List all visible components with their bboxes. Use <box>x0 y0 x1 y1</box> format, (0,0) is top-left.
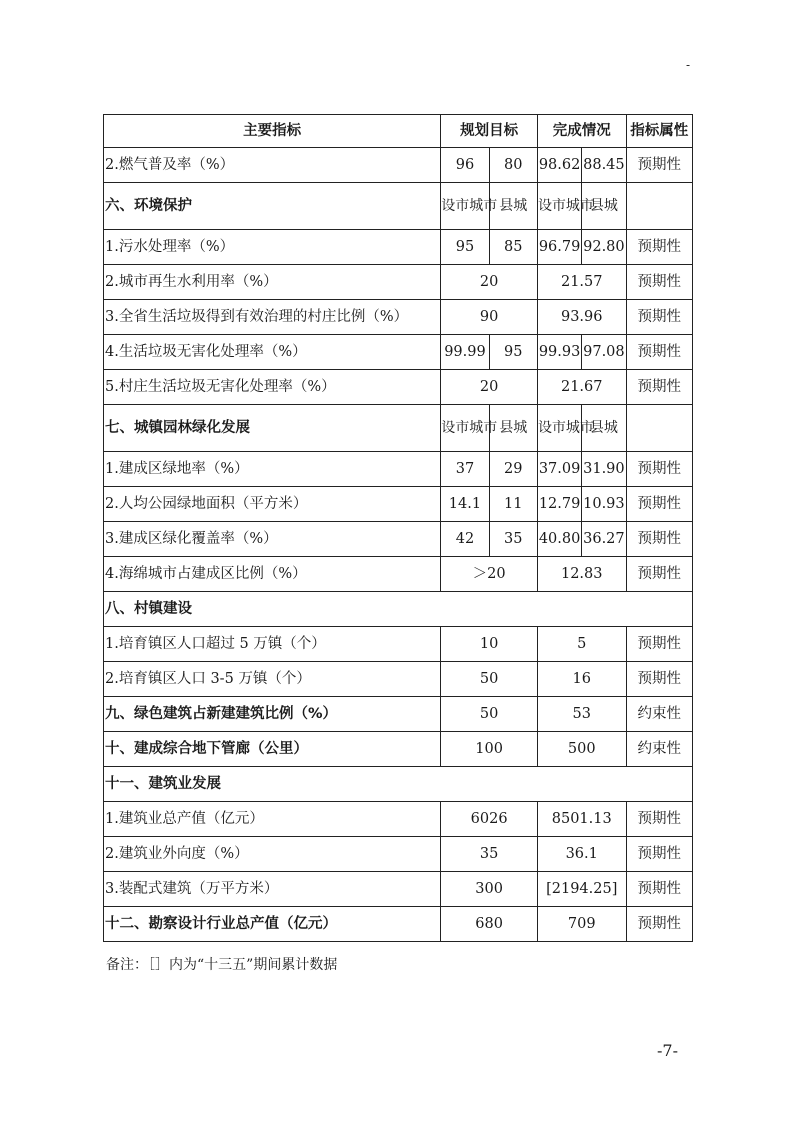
table-row <box>104 732 693 767</box>
table-header-row <box>104 115 693 148</box>
attribute-value: 预期性 <box>626 802 692 837</box>
footnote: 备注：［］内为“十三五”期间累计数据 <box>106 957 338 973</box>
target-county-value: 85 <box>489 230 537 265</box>
table-body <box>104 115 693 942</box>
result-value: 93.96 <box>537 300 626 335</box>
target-value: 20 <box>441 370 538 405</box>
indicator-name: 4.海绵城市占建成区比例（%） <box>104 557 441 592</box>
indicator-name: 2.培育镇区人口 3-5 万镇（个） <box>104 662 441 697</box>
target-city-subheader: 设市城市 <box>441 405 489 452</box>
result-city-value: 98.62 <box>537 148 581 183</box>
target-county-value: 80 <box>489 148 537 183</box>
target-value: 50 <box>441 697 538 732</box>
section-title: 六、环境保护 <box>104 183 441 230</box>
indicator-name: 2.城市再生水利用率（%） <box>104 265 441 300</box>
empty-attribute-cell <box>626 405 692 452</box>
result-value: 21.67 <box>537 370 626 405</box>
attribute-value: 预期性 <box>626 370 692 405</box>
result-city-value: 99.93 <box>537 335 581 370</box>
result-county-value: 88.45 <box>582 148 626 183</box>
attribute-value: 预期性 <box>626 907 692 942</box>
result-county-value: 31.90 <box>582 452 626 487</box>
page-number: -7- <box>657 1041 678 1060</box>
result-city-value: 12.79 <box>537 487 581 522</box>
indicator-name: 1.培育镇区人口超过 5 万镇（个） <box>104 627 441 662</box>
result-value: 709 <box>537 907 626 942</box>
section-row <box>104 183 693 230</box>
indicator-name: 十二、勘察设计行业总产值（亿元） <box>104 907 441 942</box>
result-value: 53 <box>537 697 626 732</box>
attribute-value: 预期性 <box>626 230 692 265</box>
section-heading-row <box>104 592 693 627</box>
result-value: 12.83 <box>537 557 626 592</box>
attribute-value: 预期性 <box>626 522 692 557</box>
result-county-subheader: 县城 <box>582 405 626 452</box>
target-county-value: 11 <box>489 487 537 522</box>
target-value: 50 <box>441 662 538 697</box>
target-county-value: 35 <box>489 522 537 557</box>
header-result: 完成情况 <box>537 115 626 148</box>
target-city-value: 96 <box>441 148 489 183</box>
table-row <box>104 697 693 732</box>
target-city-value: 37 <box>441 452 489 487</box>
result-value: 21.57 <box>537 265 626 300</box>
target-county-value: 95 <box>489 335 537 370</box>
attribute-value: 预期性 <box>626 300 692 335</box>
result-county-value: 97.08 <box>582 335 626 370</box>
result-city-subheader: 设市城市 <box>537 405 581 452</box>
target-value: 680 <box>441 907 538 942</box>
table-row <box>104 487 693 522</box>
table-row <box>104 265 693 300</box>
indicator-name: 3.装配式建筑（万平方米） <box>104 872 441 907</box>
target-value: ＞20 <box>441 557 538 592</box>
result-value: 500 <box>537 732 626 767</box>
table-row <box>104 557 693 592</box>
table-row <box>104 300 693 335</box>
result-county-subheader: 县城 <box>582 183 626 230</box>
target-value: 100 <box>441 732 538 767</box>
indicator-name: 1.建筑业总产值（亿元） <box>104 802 441 837</box>
result-value: 8501.13 <box>537 802 626 837</box>
section-title: 八、村镇建设 <box>104 592 693 627</box>
table-row <box>104 837 693 872</box>
target-value: 35 <box>441 837 538 872</box>
attribute-value: 预期性 <box>626 837 692 872</box>
table-row <box>104 335 693 370</box>
result-city-value: 37.09 <box>537 452 581 487</box>
target-value: 20 <box>441 265 538 300</box>
result-value: 5 <box>537 627 626 662</box>
attribute-value: 约束性 <box>626 697 692 732</box>
target-county-subheader: 县城 <box>489 405 537 452</box>
section-row <box>104 405 693 452</box>
attribute-value: 预期性 <box>626 662 692 697</box>
section-title: 十一、建筑业发展 <box>104 767 693 802</box>
table-row <box>104 907 693 942</box>
header-indicator: 主要指标 <box>104 115 441 148</box>
indicator-name: 2.人均公园绿地面积（平方米） <box>104 487 441 522</box>
target-county-subheader: 县城 <box>489 183 537 230</box>
target-city-value: 95 <box>441 230 489 265</box>
header-attribute: 指标属性 <box>626 115 692 148</box>
indicator-name: 5.村庄生活垃圾无害化处理率（%） <box>104 370 441 405</box>
indicator-name: 3.全省生活垃圾得到有效治理的村庄比例（%） <box>104 300 441 335</box>
table-row <box>104 230 693 265</box>
attribute-value: 预期性 <box>626 487 692 522</box>
attribute-value: 预期性 <box>626 872 692 907</box>
target-city-value: 42 <box>441 522 489 557</box>
indicator-name: 1.污水处理率（%） <box>104 230 441 265</box>
result-county-value: 36.27 <box>582 522 626 557</box>
target-value: 6026 <box>441 802 538 837</box>
result-city-subheader: 设市城市 <box>537 183 581 230</box>
result-value: [2194.25] <box>537 872 626 907</box>
empty-attribute-cell <box>626 183 692 230</box>
indicator-name: 九、绿色建筑占新建建筑比例（%） <box>104 697 441 732</box>
target-value: 300 <box>441 872 538 907</box>
section-heading-row <box>104 767 693 802</box>
attribute-value: 预期性 <box>626 335 692 370</box>
table-row <box>104 872 693 907</box>
table-row <box>104 148 693 183</box>
target-county-value: 29 <box>489 452 537 487</box>
attribute-value: 预期性 <box>626 265 692 300</box>
result-city-value: 40.80 <box>537 522 581 557</box>
indicator-name: 4.生活垃圾无害化处理率（%） <box>104 335 441 370</box>
table-row <box>104 522 693 557</box>
indicator-name: 2.建筑业外向度（%） <box>104 837 441 872</box>
attribute-value: 约束性 <box>626 732 692 767</box>
table-row <box>104 452 693 487</box>
target-value: 10 <box>441 627 538 662</box>
attribute-value: 预期性 <box>626 557 692 592</box>
indicator-name: 2.燃气普及率（%） <box>104 148 441 183</box>
top-mark: - <box>686 58 691 72</box>
attribute-value: 预期性 <box>626 627 692 662</box>
result-value: 36.1 <box>537 837 626 872</box>
result-value: 16 <box>537 662 626 697</box>
target-city-value: 14.1 <box>441 487 489 522</box>
attribute-value: 预期性 <box>626 148 692 183</box>
target-city-value: 99.99 <box>441 335 489 370</box>
result-county-value: 92.80 <box>582 230 626 265</box>
target-city-subheader: 设市城市 <box>441 183 489 230</box>
table-row <box>104 802 693 837</box>
table-row <box>104 370 693 405</box>
indicator-name: 十、建成综合地下管廊（公里） <box>104 732 441 767</box>
target-value: 90 <box>441 300 538 335</box>
table-row <box>104 662 693 697</box>
indicator-name: 1.建成区绿地率（%） <box>104 452 441 487</box>
table-row <box>104 627 693 662</box>
attribute-value: 预期性 <box>626 452 692 487</box>
header-target: 规划目标 <box>441 115 538 148</box>
indicator-name: 3.建成区绿化覆盖率（%） <box>104 522 441 557</box>
indicators-table <box>103 114 693 942</box>
section-title: 七、城镇园林绿化发展 <box>104 405 441 452</box>
result-county-value: 10.93 <box>582 487 626 522</box>
result-city-value: 96.79 <box>537 230 581 265</box>
